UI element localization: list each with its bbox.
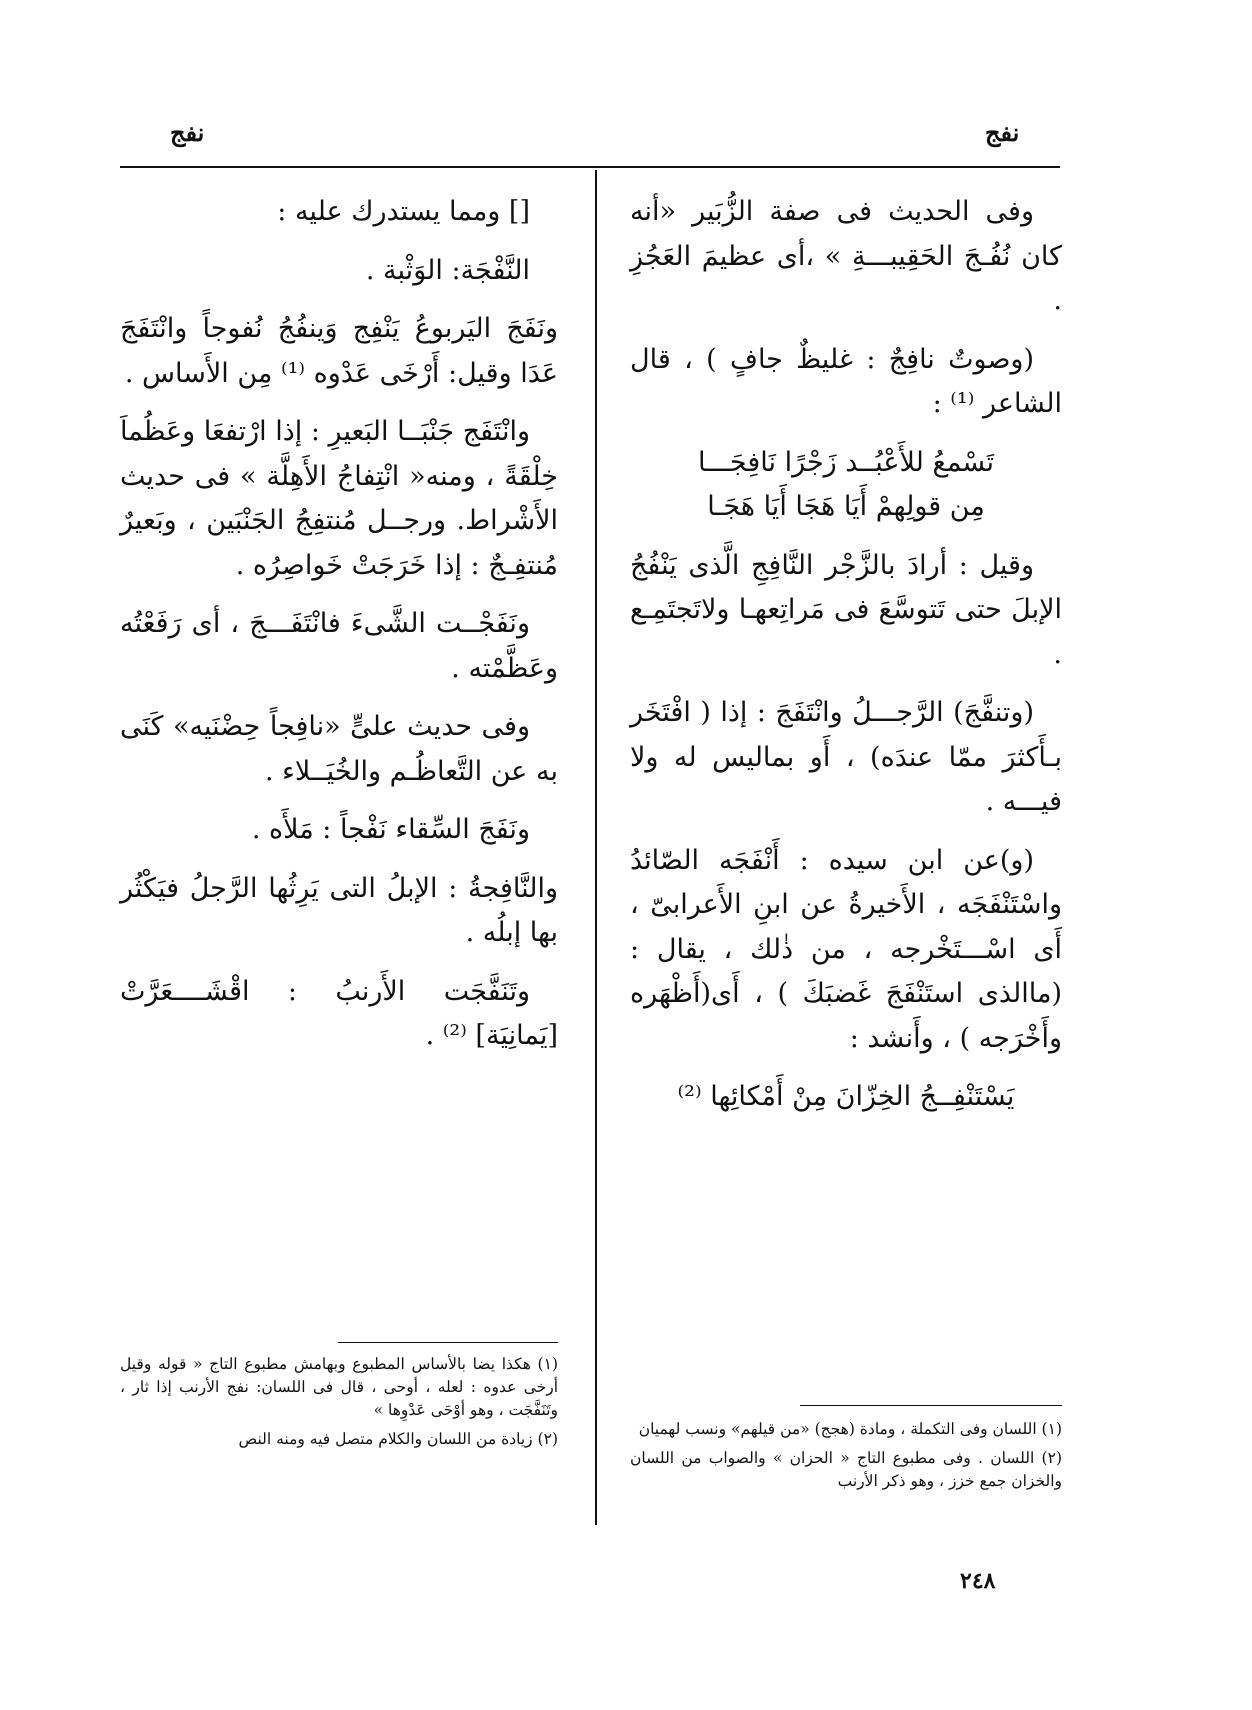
- verse-block-2: [630, 1075, 1062, 1120]
- left-paragraph-8: والنَّافِجةُ : الإبلُ التى يَرِثُها الرَّجلُ فيَكْثُر بها إبلُه .: [120, 872, 558, 948]
- right-paragraph-4: (وتنفَّجَ) الرَّجـــلُ وانْتَفَجَ : إذا ( افْتَخَر بـأَكثرَ ممّا عندَه) ، أَو بماليس له ولا فيـــه .: [630, 697, 1062, 817]
- running-header-left: نفج: [170, 118, 205, 147]
- right-footnote-2: (٢) اللسان . وفى مطبوع التاج « الحزان » والصواب من اللسان والخزان جمع خزز ، وهو ذكر الأرنب: [630, 1449, 1062, 1490]
- page-number: ٢٤٨: [960, 1568, 996, 1594]
- right-paragraph-5: (و)عن ابن سيده : أَنْفَجَه الصّائدُ واسْتَنْفَجَه ، الأَخيرةُ عن ابنِ الأَعرابىّ ، أَى اسْـــتَخْرجه ، من ذٰلك ، يقال : (ماالذى استَنْفَجَ غَضبَكَ ) ، أَى(أَظْهَره وأَخْرَجه ) ، وأَنشد :: [630, 844, 1062, 1054]
- left-paragraph-7: ونَفَجَ السِّقاء نَفْجاً : مَلأَه .: [251, 814, 530, 845]
- right-footnotes: [630, 1418, 1062, 1499]
- right-column: [630, 190, 1062, 1134]
- verse-line-3: يَسْتَنْفِــجُ الخِزّانَ مِنْ أَمْكائِها ⁽²⁾: [677, 1081, 1015, 1112]
- right-footnote-1: (١) اللسان وفى التكملة ، ومادة (هجج) «من قيلهم» ونسب لهميان: [638, 1420, 1062, 1438]
- right-paragraph-1: وفى الحديث فى صفة الزُّبَير «أنه كان نُفُـجَ الحَقِيبـــةِ » ،أى عظيمَ العَجُزِ .: [630, 196, 1062, 316]
- left-footnote-1: (١) هكذا يضا بالأساس المطبوع وبهامش مطبوع التاج « قوله وقيل أرخى عدوه : لعله ، أوحى ، قال فى اللسان: نفج الأرنب إذا ثار ، وتَنَفَّجَت ، وهو أوْحَى عَدْوِها »: [120, 1355, 558, 1419]
- left-paragraph-1: [] ومما يستدرك عليه :: [277, 196, 530, 227]
- right-paragraph-2: (وصوتٌ نافِجٌ : غليظٌ جافٍ ) ، قال الشاعر ⁽¹⁾ :: [630, 343, 1062, 419]
- column-divider: [595, 170, 597, 1525]
- left-paragraph-5: ونَفَجْــت الشَّىءَ فانْتَفَـــجَ ، أى رَفَعْتُه وعَظَّمْته .: [120, 608, 558, 684]
- running-header-right: نفج: [985, 118, 1020, 147]
- footnote-rule-left: [338, 1342, 558, 1343]
- right-paragraph-3: وقيل : أرادَ بالزَّجْر النَّافِجِ الَّذى يَنْفُجُ الإبلَ حتى تَتوسَّعَ فى مَراتِعهـا ولاتَجتَمِـع .: [630, 549, 1062, 670]
- verse-line-1: تَسْمعُ للأَعْبُــد زَجْرًا نَافِجَـــا: [697, 446, 995, 478]
- left-column: [120, 190, 558, 1073]
- left-paragraph-6: وفى حديث علىٍّ «نافِجاً حِضْنَيه» كَنَى به عن التَّعاظُـم والخُيَــلاء .: [120, 711, 558, 787]
- left-footnotes: [120, 1353, 558, 1457]
- header-rule: [120, 166, 1060, 168]
- left-paragraph-4: وانْتَفَج جَنْبَــا البَعيرِ : إذا ارْتفعَا وعَظُماَ خِلْقَةً ، ومنه« انْتِفاجُ الأَهِلَّة » فى حديث الأَشْراط. ورجــل مُنتفِجُ الجَنْبَين ، وبَعيرٌ مُنتفِـجٌ : إذا خَرَجَتْ خَواصِرُه .: [120, 416, 558, 581]
- verse-block-1: [630, 441, 1062, 530]
- verse-line-2: مِن قولِهمْ أَيَا هَجَا أَيَا هَجَـا: [707, 491, 985, 522]
- footnote-rule-right: [800, 1405, 1062, 1406]
- left-paragraph-3: ونَفَجَ اليَربوعُ يَنْفِج وَينفُجُ نُفوجاً وانْتَفَجَ عَدَا وقيل: أَرْخَى عَدْوه ⁽¹⁾ مِن الأَساس .: [120, 313, 558, 389]
- left-footnote-2: (٢) زيادة من اللسان والكلام متصل فيه ومنه النص: [238, 1430, 558, 1448]
- left-paragraph-9: وتَنَفَّجَت الأَرنبُ : اقْشَــــعَرَّتْ [يَمانِيَة] ⁽²⁾ .: [120, 975, 558, 1051]
- left-paragraph-2: النَّفْجَة: الوَثْبة .: [365, 254, 530, 286]
